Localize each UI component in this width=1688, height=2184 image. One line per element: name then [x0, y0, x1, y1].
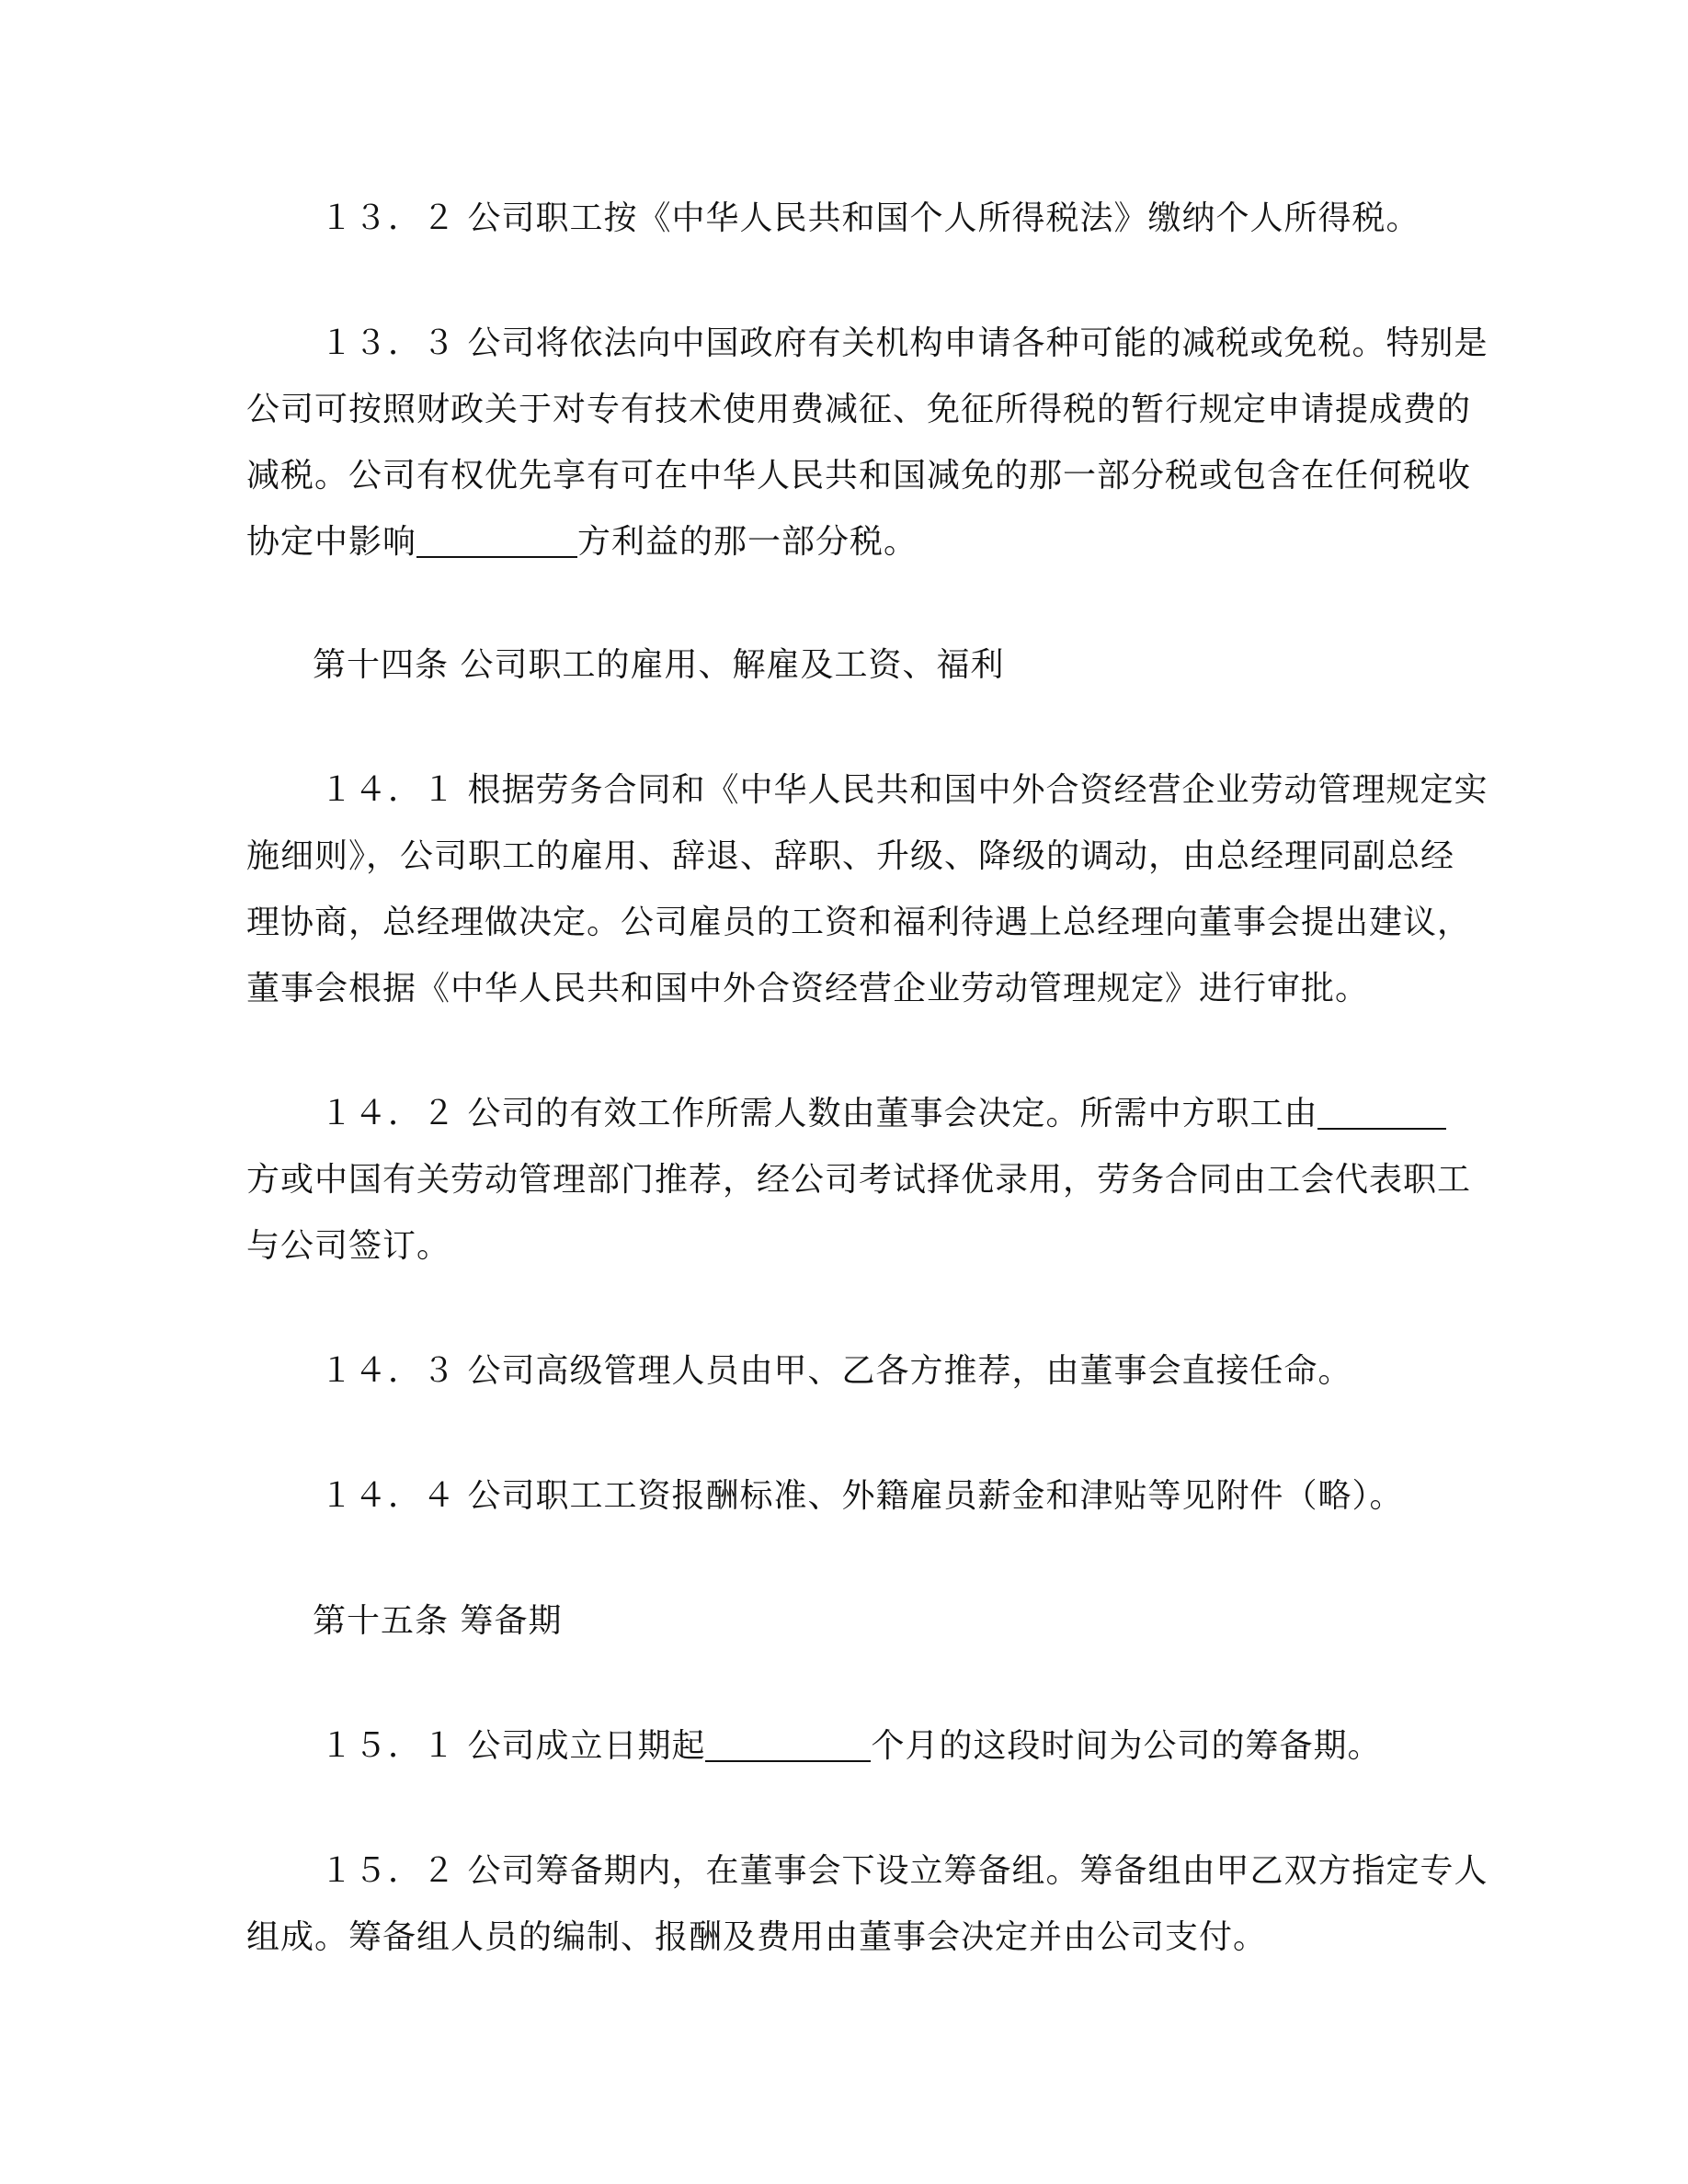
clause-14-3-line-1: １４．３ 公司高级管理人员由甲、乙各方推荐，由董事会直接任命。 [320, 1352, 1352, 1390]
clause-14-2-line-1 [320, 1088, 1446, 1140]
clause-13-3-line-2: 公司可按照财政关于对专有技术使用费减征、免征所得税的暂行规定申请提成费的 [246, 391, 1472, 428]
fill-in-blank [1317, 1093, 1446, 1130]
clause-15-1-line-1-end: 个月的这段时间为公司的筹备期。 [871, 1727, 1382, 1765]
clause-15-2-line-1: １５．２ 公司筹备期内，在董事会下设立筹备组。筹备组由甲乙双方指定专人 [320, 1852, 1488, 1890]
fill-in-blank [416, 521, 577, 558]
clause-13-3-line-4-start: 协定中影响 [246, 523, 417, 561]
clause-13-2-line-1: １３．２ 公司职工按《中华人民共和国个人所得税法》缴纳个人所得税。 [320, 199, 1420, 237]
clause-13-3-line-4-end: 方利益的那一部分税。 [577, 523, 918, 561]
clause-14-1-line-1: １４．１ 根据劳务合同和《中华人民共和国中外合资经营企业劳动管理规定实 [320, 771, 1488, 809]
clause-14-2-line-2: 方或中国有关劳动管理部门推荐，经公司考试择优录用，劳务合同由工会代表职工 [246, 1161, 1472, 1199]
clause-15-1-line-1 [320, 1721, 1381, 1772]
fill-in-blank [705, 1725, 871, 1762]
article-14-heading: 第十四条 公司职工的雇用、解雇及工资、福利 [313, 646, 1005, 684]
clause-13-3-line-4 [246, 517, 918, 568]
clause-13-3-line-3: 减税。公司有权优先享有可在中华人民共和国减免的那一部分税或包含在任何税收 [246, 457, 1472, 495]
article-15-heading: 第十五条 筹备期 [313, 1602, 563, 1640]
clause-15-1-line-1-start: １５．１ 公司成立日期起 [320, 1727, 706, 1765]
clause-14-2-line-1-text: １４．２ 公司的有效工作所需人数由董事会决定。所需中方职工由 [320, 1095, 1318, 1132]
clause-13-3-line-1: １３．３ 公司将依法向中国政府有关机构申请各种可能的减税或免税。特别是 [320, 324, 1488, 362]
clause-14-4-line-1: １４．４ 公司职工工资报酬标准、外籍雇员薪金和津贴等见附件（略）。 [320, 1477, 1404, 1515]
clause-14-1-line-4: 董事会根据《中华人民共和国中外合资经营企业劳动管理规定》进行审批。 [246, 970, 1370, 1007]
clause-14-2-line-3: 与公司签订。 [246, 1227, 451, 1265]
clause-14-1-line-3: 理协商，总经理做决定。公司雇员的工资和福利待遇上总经理向董事会提出建议， [246, 904, 1472, 941]
clause-15-2-line-2: 组成。筹备组人员的编制、报酬及费用由董事会决定并由公司支付。 [246, 1918, 1268, 1956]
clause-14-1-line-2: 施细则》，公司职工的雇用、辞退、辞职、升级、降级的调动，由总经理同副总经 [246, 837, 1455, 875]
